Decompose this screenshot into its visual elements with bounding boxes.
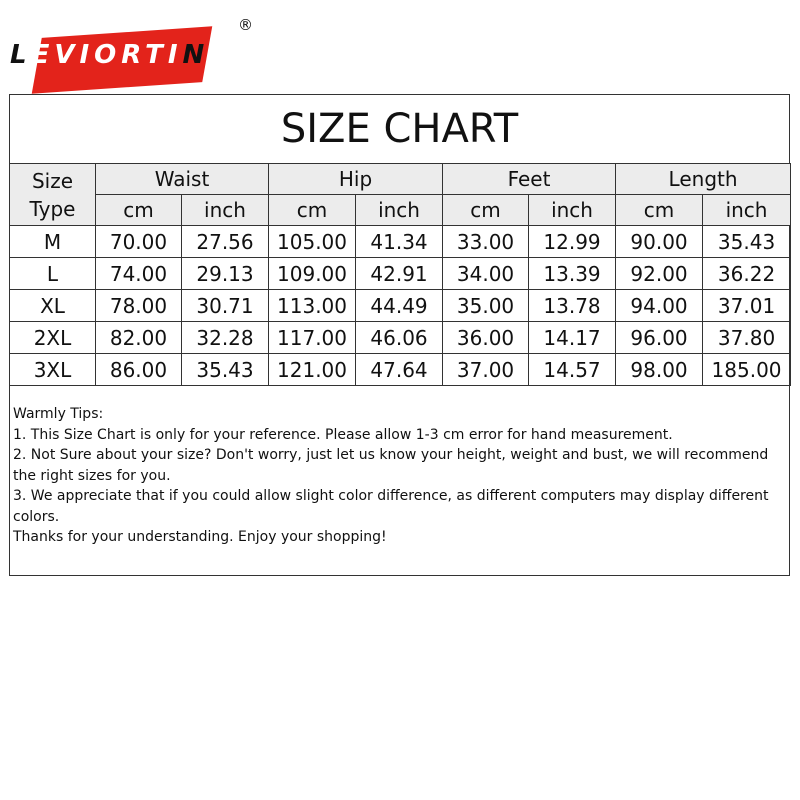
tip-item: 1. This Size Chart is only for your reference. Please allow 1-3 cm error for hand measurement. — [13, 426, 673, 443]
unit-header: inch — [182, 195, 269, 226]
size-cell: L — [10, 258, 96, 290]
value-cell: 117.00 — [269, 322, 356, 354]
value-cell: 33.00 — [443, 226, 529, 258]
value-cell: 82.00 — [96, 322, 182, 354]
value-cell: 37.00 — [443, 354, 529, 386]
value-cell: 70.00 — [96, 226, 182, 258]
tip-item: 3. We appreciate that if you could allow slight color difference, as different computers may display different colors. — [13, 488, 769, 525]
value-cell: 92.00 — [616, 258, 703, 290]
size-chart-panel — [9, 94, 790, 576]
unit-header: cm — [269, 195, 356, 226]
tips-section — [10, 386, 789, 548]
size-table — [9, 163, 791, 386]
size-cell: XL — [10, 290, 96, 322]
value-cell: 47.64 — [356, 354, 443, 386]
value-cell: 13.39 — [529, 258, 616, 290]
size-cell: 2XL — [10, 322, 96, 354]
value-cell: 113.00 — [269, 290, 356, 322]
value-cell: 30.71 — [182, 290, 269, 322]
registered-mark: ® — [238, 16, 253, 34]
value-cell: 27.56 — [182, 226, 269, 258]
size-type-header — [10, 164, 96, 226]
value-cell: 98.00 — [616, 354, 703, 386]
unit-header: cm — [616, 195, 703, 226]
logo-letters-middle: EVIORTI — [31, 40, 183, 70]
value-cell: 185.00 — [703, 354, 791, 386]
value-cell: 32.28 — [182, 322, 269, 354]
size-type-label-line1: Size — [31, 168, 74, 193]
value-cell: 37.80 — [703, 322, 791, 354]
value-cell: 94.00 — [616, 290, 703, 322]
value-cell: 121.00 — [269, 354, 356, 386]
value-cell: 35.43 — [182, 354, 269, 386]
unit-header: inch — [529, 195, 616, 226]
value-cell: 44.49 — [356, 290, 443, 322]
tips-closing: Thanks for your understanding. Enjoy your shopping! — [13, 529, 387, 545]
value-cell: 96.00 — [616, 322, 703, 354]
value-cell: 109.00 — [269, 258, 356, 290]
unit-header: inch — [703, 195, 791, 226]
table-row — [10, 290, 791, 322]
value-cell: 14.57 — [529, 354, 616, 386]
unit-header: inch — [356, 195, 443, 226]
brand-logo — [8, 10, 258, 90]
table-row — [10, 322, 791, 354]
group-header-feet: Feet — [443, 164, 616, 195]
value-cell: 29.13 — [182, 258, 269, 290]
value-cell: 90.00 — [616, 226, 703, 258]
value-cell: 37.01 — [703, 290, 791, 322]
value-cell: 74.00 — [96, 258, 182, 290]
logo-text — [10, 40, 209, 70]
chart-title: SIZE CHART — [280, 106, 519, 152]
value-cell: 34.00 — [443, 258, 529, 290]
table-row — [10, 354, 791, 386]
logo-letter-first: L — [10, 40, 32, 70]
unit-header: cm — [96, 195, 182, 226]
value-cell: 13.78 — [529, 290, 616, 322]
group-header-waist: Waist — [96, 164, 269, 195]
table-row — [10, 258, 791, 290]
value-cell: 14.17 — [529, 322, 616, 354]
value-cell: 36.22 — [703, 258, 791, 290]
unit-header: cm — [443, 195, 529, 226]
value-cell: 42.91 — [356, 258, 443, 290]
value-cell: 35.43 — [703, 226, 791, 258]
tips-heading: Warmly Tips: — [13, 406, 104, 422]
value-cell: 36.00 — [443, 322, 529, 354]
tip-item: 2. Not Sure about your size? Don't worry, just let us know your height, weight and bust, we will recommend the right sizes for you. — [13, 447, 769, 484]
size-cell: 3XL — [10, 354, 96, 386]
value-cell: 35.00 — [443, 290, 529, 322]
size-type-label-line2: Type — [29, 196, 76, 221]
header-row-groups — [10, 164, 791, 195]
value-cell: 78.00 — [96, 290, 182, 322]
value-cell: 86.00 — [96, 354, 182, 386]
value-cell: 41.34 — [356, 226, 443, 258]
value-cell: 46.06 — [356, 322, 443, 354]
group-header-hip: Hip — [269, 164, 443, 195]
table-row — [10, 226, 791, 258]
group-header-length: Length — [616, 164, 791, 195]
size-cell: M — [10, 226, 96, 258]
value-cell: 12.99 — [529, 226, 616, 258]
header-row-units — [10, 195, 791, 226]
value-cell: 105.00 — [269, 226, 356, 258]
logo-letter-last: N — [182, 40, 210, 70]
